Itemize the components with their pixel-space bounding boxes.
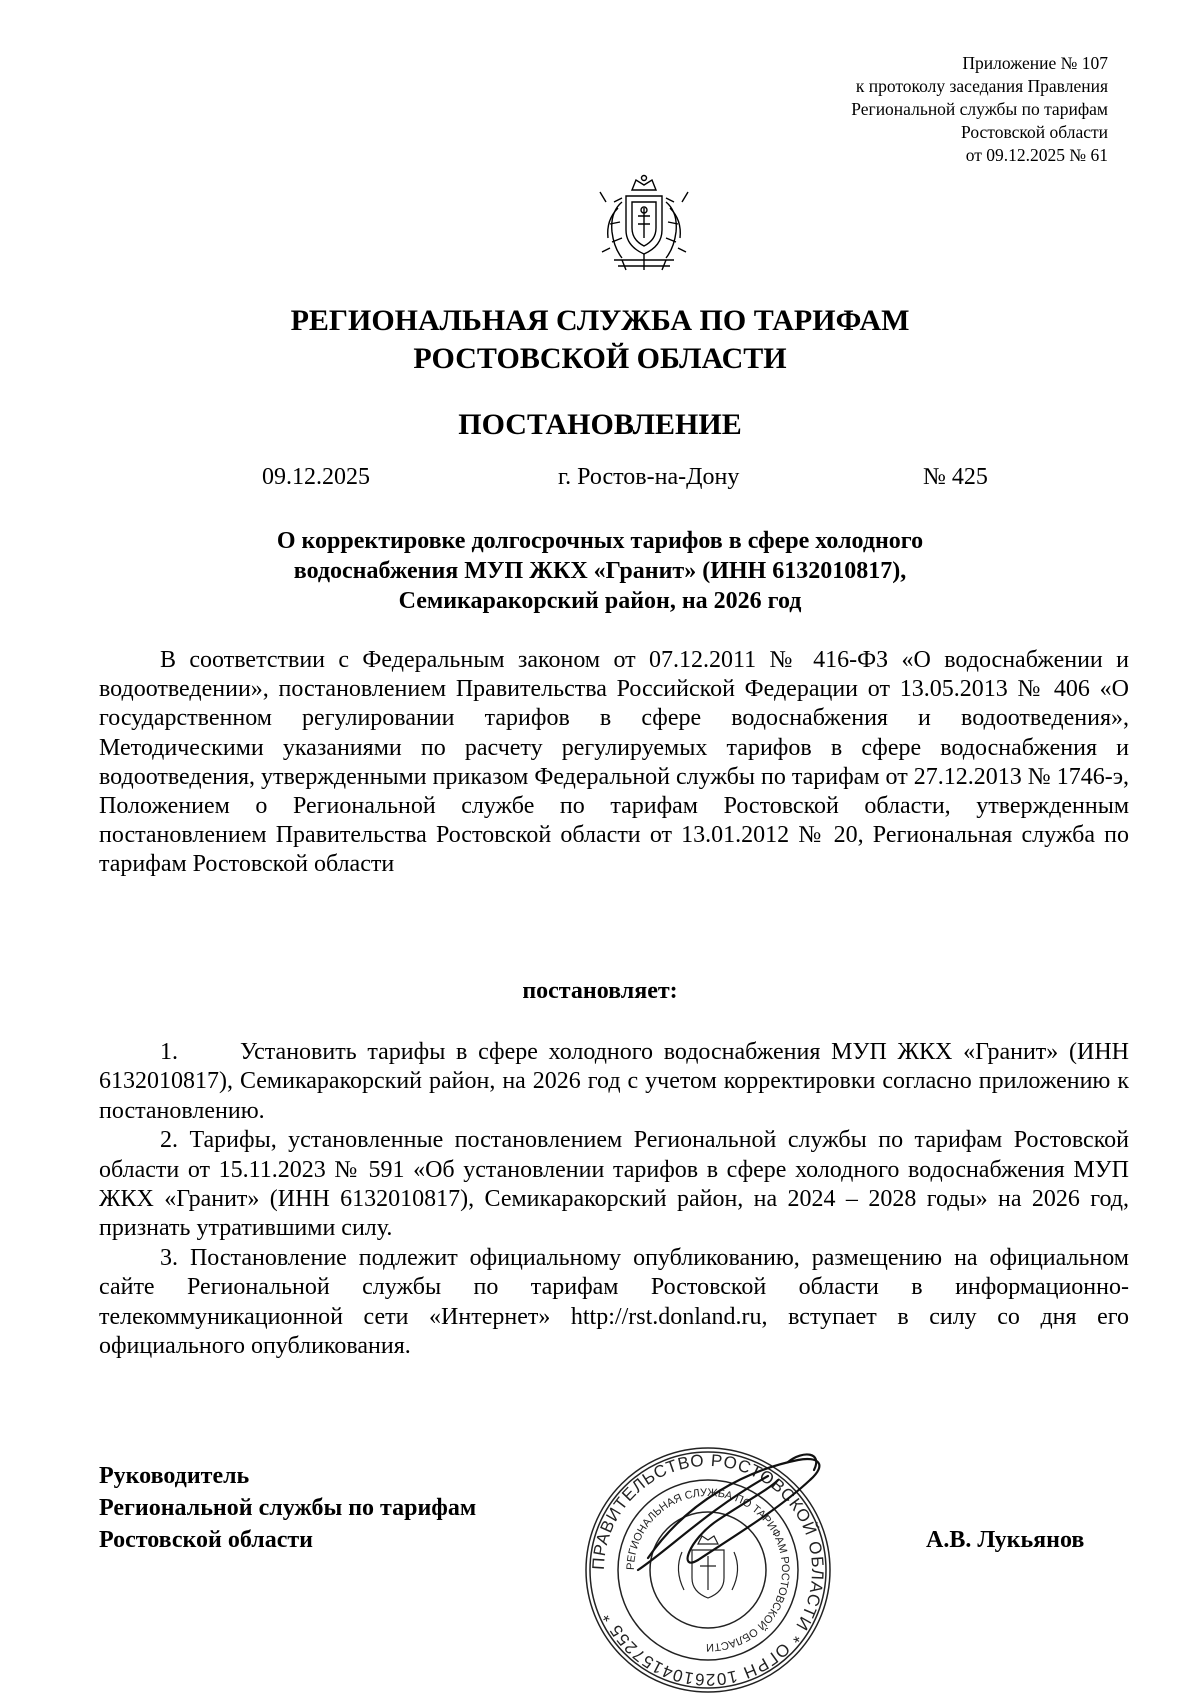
subject-line: Семикаракорский район, на 2026 год [398, 588, 802, 614]
organization-title-line: РЕГИОНАЛЬНАЯ СЛУЖБА ПО ТАРИФАМ [290, 304, 910, 337]
item-text: Установить тарифы в сфере холодного водоснабжения МУП ЖКХ «Гранит» (ИНН 6132010817), Семикаракорский район, на 2026 год с учетом корректировки согласно приложению к постановлению. [99, 1039, 1129, 1124]
preamble-paragraph: В соответствии с Федеральным законом от 07.12.2011 № 416-ФЗ «О водоснабжении и водоотведении», постановлением Правительства Российской Федерации от 13.05.2013 № 406 «О государственном регулировании тарифов в сфере водоснабжения и водоотведения», Методическими указаниями по расчету регулируемых тарифов в сфере водоснабжения и водоотведения, утвержденными приказом Федеральной службы по тарифам от 27.12.2013 № 1746-э, Положением о Региональной службе по тарифам Ростовской области, утвержденным постановлением Правительства Ростовской области от 13.01.2012 № 20, Региональная служба по тарифам Ростовской области [99, 647, 1129, 878]
appendix-line: Ростовской области [961, 122, 1108, 142]
item-number: 1. [160, 1039, 178, 1065]
signer-title-line: Руководитель [99, 1463, 250, 1489]
document-type: ПОСТАНОВЛЕНИЕ [458, 408, 742, 441]
signer-title-line: Ростовской области [99, 1527, 313, 1553]
document-city: г. Ростов-на-Дону [558, 464, 740, 490]
resolution-item-3: 3. Постановление подлежит официальному опубликованию, размещению на официальном сайте Региональной службы по тарифам Ростовской области в информационно-телекоммуникационной сети «Интернет» http://rst.donland.ru, вступает в силу со дня его официального опубликования. [99, 1244, 1129, 1360]
signer-title-line: Региональной службы по тарифам [99, 1495, 477, 1521]
coat-of-arms-icon [592, 172, 696, 276]
subject-line: О корректировке долгосрочных тарифов в сфере холодного [276, 528, 924, 554]
resolution-items [99, 1038, 1129, 1361]
document-date: 09.12.2025 [262, 464, 370, 490]
signer-name: А.В. Лукьянов [926, 1527, 1085, 1553]
seal-outer-text: ПРАВИТЕЛЬСТВО РОСТОВСКОЙ ОБЛАСТИ * ОГРН 1026104157255 * [588, 1450, 828, 1690]
document-number: № 425 [923, 464, 988, 490]
resolution-item-1 [99, 1038, 1129, 1126]
appendix-line: от 09.12.2025 № 61 [965, 145, 1108, 165]
seal-inner-text: РЕГИОНАЛЬНАЯ СЛУЖБА ПО ТАРИФАМ РОСТОВСКОЙ ОБЛАСТИ [624, 1486, 792, 1654]
preamble [99, 646, 1129, 880]
document-subject [120, 526, 1080, 616]
organization-title [0, 302, 1200, 378]
resolution-item-2: 2. Тарифы, установленные постановлением Региональной службы по тарифам Ростовской области от 15.11.2023 № 591 «Об установлении тарифов в сфере холодного водоснабжения МУП ЖКХ «Гранит» (ИНН 6132010817), Семикаракорский район, на 2024 – 2028 годы» на 2026 год, признать утратившими силу. [99, 1127, 1129, 1242]
appendix-line: Региональной службы по тарифам [851, 99, 1108, 119]
official-seal-icon [578, 1440, 838, 1700]
signer-title [99, 1460, 476, 1556]
appendix-line: Приложение № 107 [962, 53, 1108, 73]
resolves-heading: постановляет: [522, 978, 678, 1004]
appendix-line: к протоколу заседания Правления [855, 76, 1108, 96]
organization-title-line: РОСТОВСКОЙ ОБЛАСТИ [413, 342, 787, 375]
subject-line: водоснабжения МУП ЖКХ «Гранит» (ИНН 6132010817), [293, 558, 907, 584]
appendix-note [851, 52, 1108, 167]
